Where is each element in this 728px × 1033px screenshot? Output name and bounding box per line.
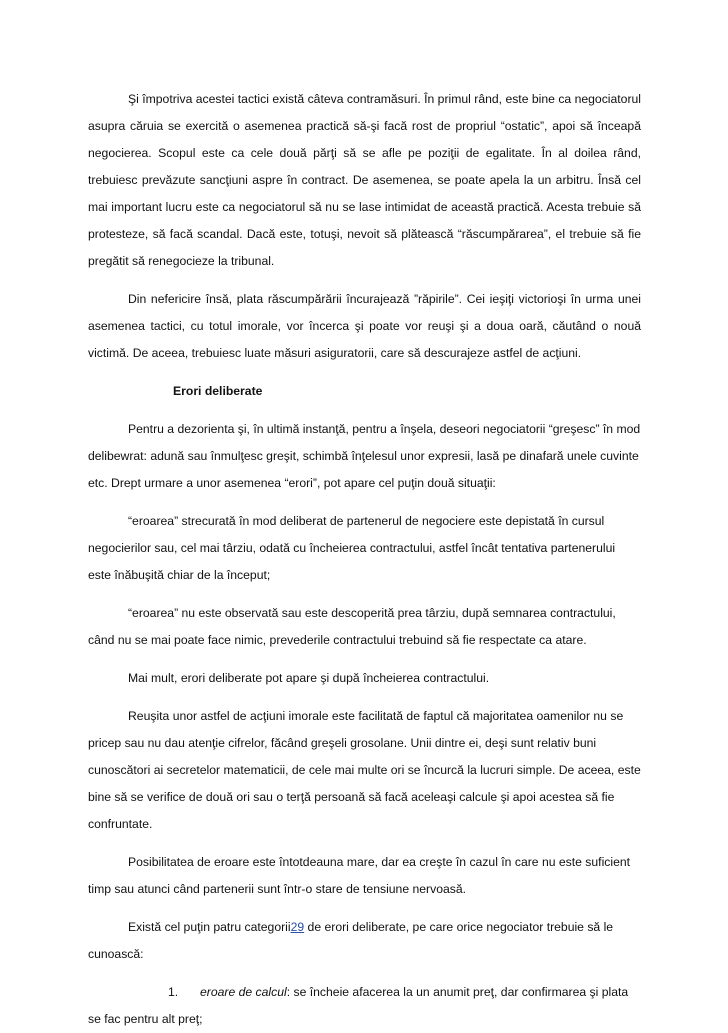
section-heading: Erori deliberate: [173, 384, 263, 398]
paragraph-situation-2: “eroarea” nu este observată sau este descoperită prea târziu, după semnarea contractului, când nu se mai poate face nimic, prevederile contractului trebuind să fie respectate ca atare.: [88, 606, 616, 647]
paragraph-after-contract: Mai mult, erori deliberate pot apare şi după încheierea contractului.: [128, 671, 490, 685]
list-item-calculation-error: [88, 979, 641, 1033]
categories-text-end: de erori deliberate, pe care orice negociator trebuie să le cunoască:: [88, 920, 614, 961]
footnote-link[interactable]: 29: [290, 920, 305, 934]
paragraph-immoral-actions: Reuşita unor astfel de acţiuni imorale este facilitată de faptul că majoritatea oamenilor nu se pricep sau nu dau atenţie cifrelor, făcând greşeli grosolane. Unii dintre ei, deşi sunt relativ buni cunoscători ai secretelor matematicii, de cele mai multe ori se încurcă la lucruri simple. De aceea, este bine să se verifice de două ori sau o terţă persoană să facă aceleaşi calcule şi apoi acestea să fie confruntate.: [88, 709, 641, 831]
paragraph-countermeasures: Şi împotriva acestei tactici există câteva contramăsuri. În primul rând, este bine ca negociatorul asupra căruia se exercită o asemenea practică să-şi facă rost de propriul “ostatic”, apoi să înceapă negocierea. Scopul este ca cele două părţi să se afle pe poziţii de egalitate. În al doilea rând, trebuiesc prevăzute sancţiuni aspre în contract. De asemenea, se poate apela la un arbitru. Însă cel mai important lucru este ca negociatorul să nu se lase intimidat de această practică. Acesta trebuie să protesteze, să facă scandal. Dacă este, totuşi, nevoit să plătească “răscumpărarea”, el trebuie să fie pregătit să renegocieze la tribunal.: [88, 92, 641, 268]
list-item-text: : se încheie afacerea la un anumit preţ, dar confirmarea şi plata se fac pentru alt preţ;: [88, 985, 629, 1026]
document-page: [88, 86, 641, 1033]
paragraph-deliberate-errors: Pentru a dezorienta şi, în ultimă instanţă, pentru a înşela, deseori negociatorii “greşesc” în mod delibewrat: adună sau înmulţesc greşit, schimbă înţelesul unor expresii, lasă pe dinafară unele cuvinte etc. Drept urmare a unor asemenea “erori”, pot apare cel puţin două situaţii:: [88, 422, 641, 490]
paragraph-error-possibility: Posibilitatea de eroare este întotdeauna mare, dar ea creşte în cazul în care nu este suficient timp sau atunci când partenerii sunt într-o stare de tensiune nervoasă.: [88, 855, 631, 896]
categories-text-start: Există cel puţin patru categorii: [128, 920, 291, 934]
paragraph-ransom: Din nefericire însă, plata răscumpărării încurajează ”răpirile”. Cei ieşiţi victorioşi în urma unei asemenea tactici, cu totul imorale, vor încerca şi poate vor reuşi şi a doua oară, căutând o nouă victimă. De aceea, trebuiesc luate măsuri asiguratorii, care să descurajeze astfel de acţiuni.: [88, 292, 641, 360]
list-item-term: eroare de calcul: [200, 985, 287, 999]
paragraph-situation-1: “eroarea” strecurată în mod deliberat de partenerul de negociere este depistată în cursul negocierilor sau, cel mai târziu, odată cu încheierea contractului, astfel încât tentativa partenerului este înăbuşită chiar de la început;: [88, 514, 616, 582]
list-item-number: 1.: [168, 985, 179, 999]
paragraph-categories: [88, 914, 641, 968]
